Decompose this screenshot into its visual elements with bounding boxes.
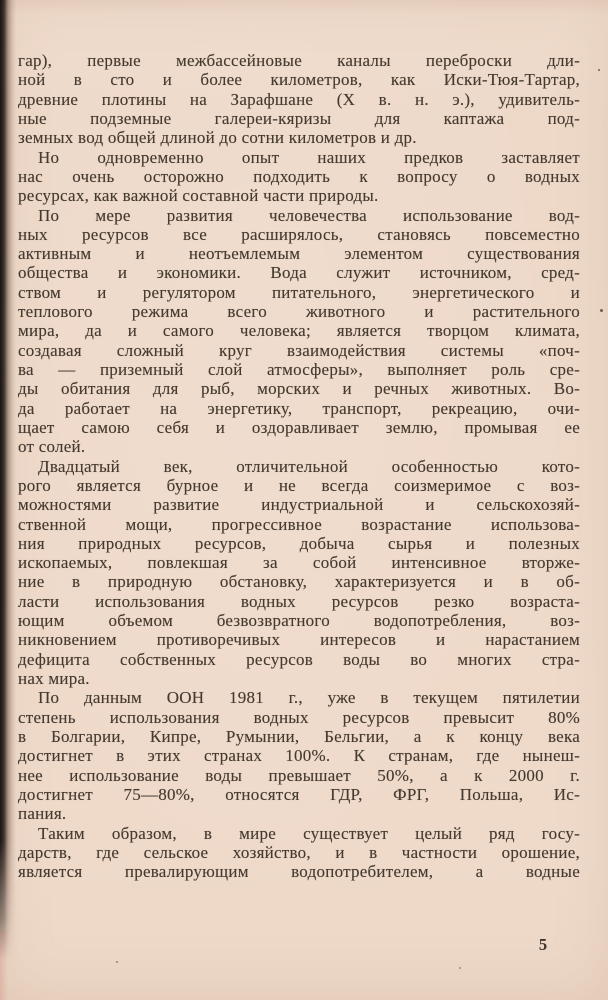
- text-line: древние плотины на Зарафшане (X в. н. э.), удивитель-: [18, 89, 580, 109]
- text-line: Таким образом, в мире существует целый ряд госу-: [38, 823, 580, 843]
- text-line: достигнет 75—80%, относятся ГДР, ФРГ, Польша, Ис-: [18, 784, 580, 804]
- paragraph: [18, 824, 580, 882]
- text-line: является превалирующим водопотребителем, а водные: [18, 862, 580, 882]
- text-line: щает самою себя и оздоравливает землю, промывая ее: [18, 417, 580, 437]
- text-line: можностями развитие индустриальной и сельскохозяй-: [18, 495, 580, 515]
- text-line: ных ресурсов все расширялось, становясь повсеместно: [18, 224, 580, 244]
- text-line: ной в сто и более километров, как Иски-Тюя-Тартар,: [18, 70, 580, 90]
- text-line: гар), первые межбассейновые каналы переброски дли-: [18, 51, 580, 70]
- text-line: пания.: [18, 804, 67, 824]
- text-line: ние в природную обстановку, характеризуется и в об-: [18, 572, 580, 592]
- text-line: создавая сложный круг взаимодействия системы «поч-: [18, 340, 580, 360]
- paragraph: [18, 688, 580, 823]
- paragraph: [18, 457, 580, 689]
- paragraph: [18, 148, 580, 206]
- text-line: теплового режима всего животного и растительного: [18, 302, 580, 322]
- text-line: от солей.: [18, 437, 86, 457]
- text-line: ды обитания для рыб, морских и речных животных. Во-: [18, 379, 580, 399]
- text-line: рого является бурное и не всегда соизмеримое с воз-: [18, 475, 580, 495]
- paper-speck: [598, 69, 600, 71]
- text-line: ющим объемом безвозвратного водопотребления, воз-: [18, 611, 580, 631]
- text-line: ные подземные галереи-кяризы для каптажа под-: [18, 108, 580, 128]
- text-line: По мере развития человечества использование вод-: [38, 205, 580, 225]
- paper-speck: [116, 961, 118, 963]
- text-line: Но одновременно опыт наших предков заставляет: [38, 147, 580, 167]
- text-line: По данным ООН 1981 г., уже в текущем пятилетии: [38, 688, 580, 708]
- text-line: ласти использования водных ресурсов резко возраста-: [18, 591, 580, 611]
- text-line: Двадцатый век, отличительной особенностью кото-: [38, 456, 580, 476]
- text-line: нах мира.: [18, 669, 90, 688]
- paper-speck: [459, 967, 461, 969]
- text-line: степень использования водных ресурсов превысит 80%: [18, 707, 580, 727]
- text-line: ва — приземный слой атмосферы», выполняет роль сре-: [18, 360, 580, 379]
- text-line: да работает на энергетику, транспорт, рекреацию, очи-: [18, 398, 580, 418]
- text-line: активным и неотъемлемым элементом существования: [18, 244, 580, 264]
- text-line: ресурсах, как важной составной части природы.: [18, 186, 379, 206]
- text-line: общества и экономики. Вода служит источником, сред-: [18, 263, 580, 283]
- text-line: ством и регулятором питательного, энергетического и: [18, 282, 580, 302]
- text-line: ископаемых, повлекшая за собой интенсивное вторже-: [18, 553, 580, 573]
- text-line: ния природных ресурсов, добыча сырья и полезных: [18, 533, 580, 553]
- paragraph: [18, 206, 580, 457]
- text-line: мира, да и самого человека; является творцом климата,: [18, 321, 580, 341]
- text-line: никновением противоречивых интересов и нарастанием: [18, 630, 580, 650]
- paper-speck: [600, 309, 603, 312]
- binding-shadow: [0, 0, 16, 1000]
- text-line: дарств, где сельское хозяйство, и в частности орошение,: [18, 842, 580, 862]
- text-line: нас очень осторожно подходить к вопросу о водных: [18, 166, 580, 186]
- text-line: ственной мощи, прогрессивное возрастание использова-: [18, 514, 580, 534]
- paragraph: [18, 51, 580, 148]
- text-line: дефицита собственных ресурсов воды во многих стра-: [18, 649, 580, 669]
- text-line: нее использование воды превышает 50%, а к 2000 г.: [18, 765, 580, 785]
- binding-edge-tinge: [0, 930, 8, 1000]
- page-number: 5: [538, 935, 548, 954]
- text-line: в Болгарии, Кипре, Румынии, Бельгии, а к концу века: [18, 726, 580, 746]
- page-text: [18, 51, 580, 881]
- text-line: достигнет в этих странах 100%. К странам, где нынеш-: [18, 746, 580, 766]
- text-line: земных вод общей длиной до сотни километров и др.: [18, 128, 417, 148]
